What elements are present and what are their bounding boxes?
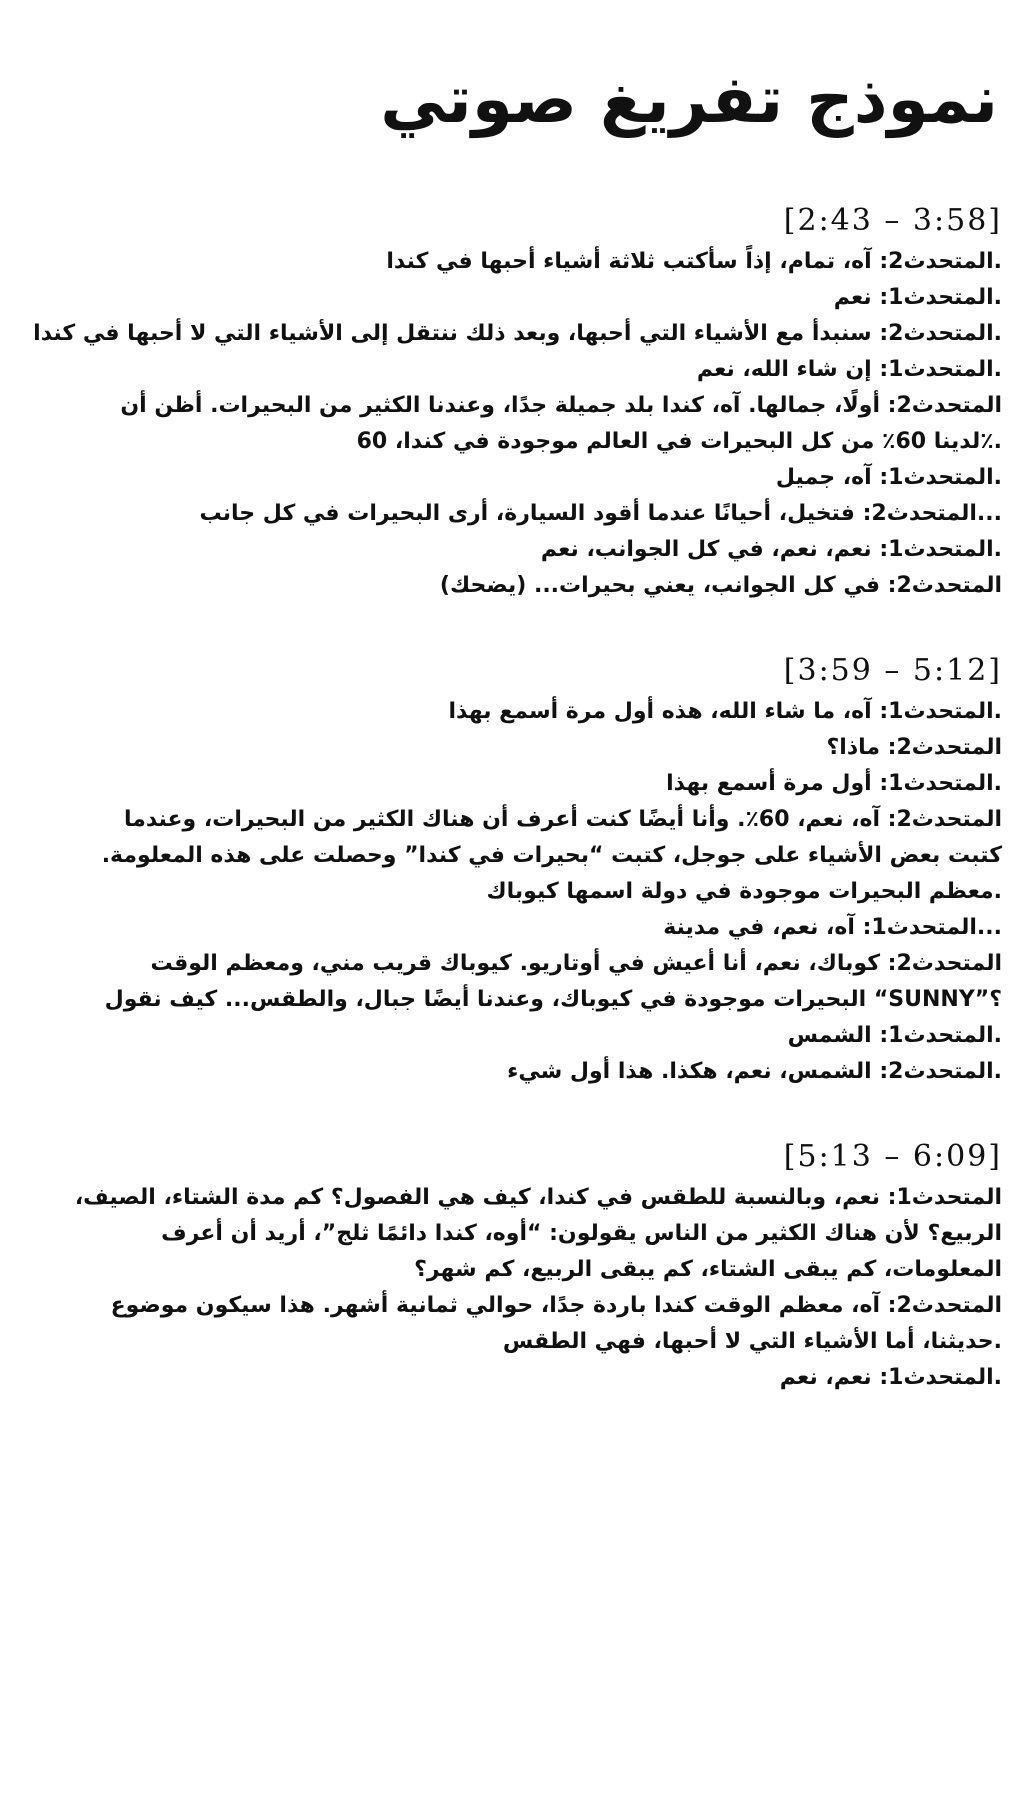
transcript-line: المتحدث2: كوباك، نعم، أنا أعيش في أوتاريو. كيوباك قريب مني، ومعظم الوقت xyxy=(150,951,1002,976)
transcript-line: .المتحدث2: الشمس، نعم، هكذا. هذا أول شيء xyxy=(507,1059,1002,1084)
transcript-line: .المتحدث1: نعم، نعم، في كل الجوانب، نعم xyxy=(540,537,1002,562)
transcript-line: .المتحدث1: إن شاء الله، نعم xyxy=(696,357,1002,382)
transcript-line: ...المتحدث2: فتخيل، أحيانًا عندما أقود السيارة، أرى البحيرات في كل جانب xyxy=(199,501,1002,526)
transcript-line: المتحدث2: ماذا؟ xyxy=(826,735,1002,760)
transcript-line: .المتحدث1: آه، ما شاء الله، هذه أول مرة أسمع بهذا xyxy=(448,699,1002,724)
timestamp: [3:59 – 5:12] xyxy=(783,653,1002,688)
transcript-section-1 xyxy=(18,198,1002,604)
transcript-line: كتبت بعض الأشياء على جوجل، كتبت “بحيرات في كندا” وحصلت على هذه المعلومة. xyxy=(101,843,1002,868)
transcript-line: .المتحدث1: نعم، نعم xyxy=(779,1365,1002,1390)
transcript-line: المتحدث2: آه، معظم الوقت كندا باردة جدًا، حوالي ثمانية أشهر. هذا سيكون موضوع xyxy=(110,1293,1002,1318)
transcript-line: .المتحدث1: أول مرة أسمع بهذا xyxy=(666,771,1002,796)
transcript-line: .المتحدث2: آه، تمام، إذاً سأكتب ثلاثة أشياء أحبها في كندا xyxy=(386,249,1002,274)
transcript-line: .المتحدث1: نعم xyxy=(833,285,1002,310)
transcript-line: الربيع؟ لأن هناك الكثير من الناس يقولون: “أوه، كندا دائمًا ثلج”، أريد أن أعرف xyxy=(161,1221,1002,1246)
transcript-line: المتحدث2: في كل الجوانب، يعني بحيرات... (يضحك) xyxy=(439,573,1002,598)
transcript-line: المعلومات، كم يبقى الشتاء، كم يبقى الربيع، كم شهر؟ xyxy=(414,1257,1002,1282)
transcript-line: .المتحدث2: سنبدأ مع الأشياء التي أحبها، وبعد ذلك ننتقل إلى الأشياء التي لا أحبها في كندا xyxy=(33,321,1002,346)
timestamp: [2:43 – 3:58] xyxy=(783,203,1002,238)
transcript-line: .حديثنا، أما الأشياء التي لا أحبها، فهي الطقس xyxy=(502,1329,1002,1354)
transcript-line: المتحدث1: نعم، وبالنسبة للطقس في كندا، كيف هي الفصول؟ كم مدة الشتاء، الصيف، xyxy=(74,1185,1002,1210)
transcript-line: ؟”SUNNY“ البحيرات موجودة في كيوباك، وعندنا أيضًا جبال، والطقس... كيف نقول xyxy=(104,987,1002,1012)
page-title: نموذج تفريغ صوتي xyxy=(380,61,998,138)
transcript-section-2 xyxy=(18,648,1002,1090)
transcript-line: .٪لدينا 60٪ من كل البحيرات في العالم موجودة في كندا، 60 xyxy=(356,429,1002,454)
transcript-line: ...المتحدث1: آه، نعم، في مدينة xyxy=(663,915,1002,940)
transcript-section-3 xyxy=(18,1134,1002,1396)
transcript-line: .المتحدث1: آه، جميل xyxy=(775,465,1002,490)
transcript-line: المتحدث2: آه، نعم، 60٪. وأنا أيضًا كنت أعرف أن هناك الكثير من البحيرات، وعندما xyxy=(123,807,1002,832)
transcript-line: المتحدث2: أولًا، جمالها. آه، كندا بلد جميلة جدًا، وعندنا الكثير من البحيرات. أظن أن xyxy=(120,393,1002,418)
timestamp: [5:13 – 6:09] xyxy=(783,1139,1002,1174)
transcript-line: .المتحدث1: الشمس xyxy=(787,1023,1002,1048)
transcript-line: .معظم البحيرات موجودة في دولة اسمها كيوباك xyxy=(486,879,1002,904)
